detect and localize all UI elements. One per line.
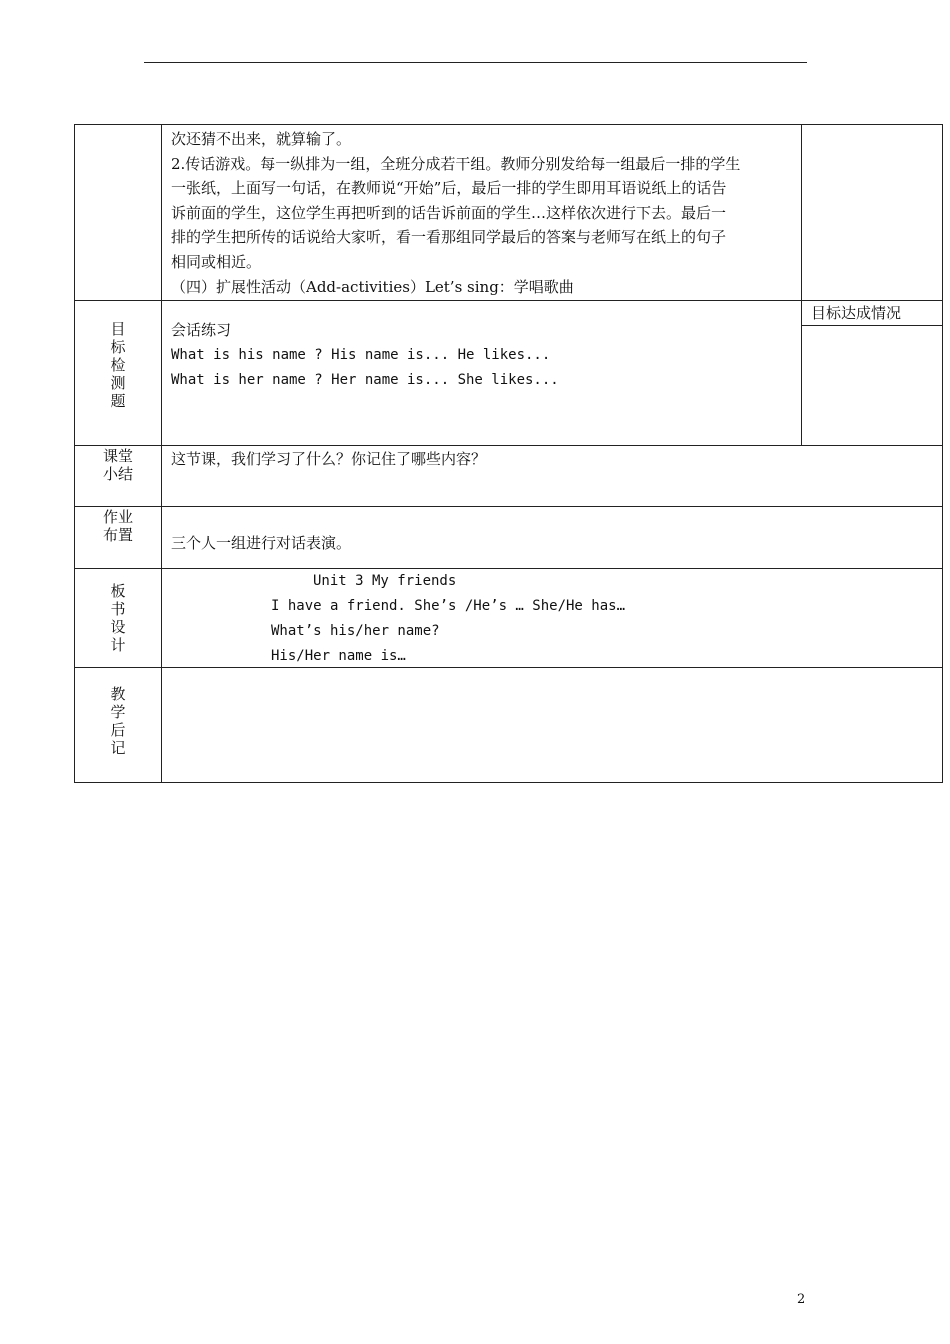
row-divider — [75, 445, 942, 446]
board-line: I have a friend. She’s /He’s … She/He has… — [271, 598, 626, 614]
lesson-plan-table — [74, 124, 943, 783]
header-rule — [144, 62, 807, 63]
summary-text: 这节课，我们学习了什么？你记住了哪些内容？ — [171, 450, 487, 468]
row-divider — [75, 506, 942, 507]
reflection-label: 教 学 后 记 — [110, 685, 126, 757]
homework-label: 作业 布置 — [102, 508, 133, 544]
check-label: 目 标 检 测 题 — [110, 320, 126, 410]
check-title: 会话练习 — [171, 321, 232, 339]
activity-line: 排的学生把所传的话说给大家听，看一看那组同学最后的答案与老师写在纸上的句子 — [171, 228, 727, 246]
row-divider — [75, 667, 942, 668]
column-divider — [161, 125, 162, 782]
activity-line: 诉前面的学生，这位学生再把听到的话告诉前面的学生…这样依次进行下去。最后一 — [171, 203, 727, 222]
activity-line: 2.传话游戏。每一纵排为一组，全班分成若干组。教师分别发给每一组最后一排的学生 — [171, 154, 741, 173]
status-header: 目标达成情况 — [811, 304, 902, 322]
activity-line: （四）扩展性活动（Add-activities）Let’s sing：学唱歌曲 — [171, 278, 574, 296]
board-title: Unit 3 My friends — [313, 573, 457, 589]
board-line: His/Her name is… — [271, 648, 406, 664]
board-label: 板 书 设 计 — [110, 582, 126, 654]
board-line: What’s his/her name? — [271, 623, 440, 639]
activity-line: 一张纸，上面写一句话，在教师说“开始”后，最后一排的学生即用耳语说纸上的话告 — [171, 179, 727, 197]
check-line: What is her name ? Her name is... She likes... — [171, 372, 559, 388]
page-number: 2 — [797, 1292, 806, 1307]
activity-line: 相同或相近。 — [171, 252, 262, 271]
row-divider — [75, 568, 942, 569]
check-line: What is his name ? His name is... He likes... — [171, 347, 551, 363]
column-divider — [801, 125, 802, 445]
homework-text: 三个人一组进行对话表演。 — [171, 534, 352, 552]
summary-label: 课堂 小结 — [102, 447, 133, 483]
activity-line: 次还猜不出来，就算输了。 — [171, 130, 352, 148]
